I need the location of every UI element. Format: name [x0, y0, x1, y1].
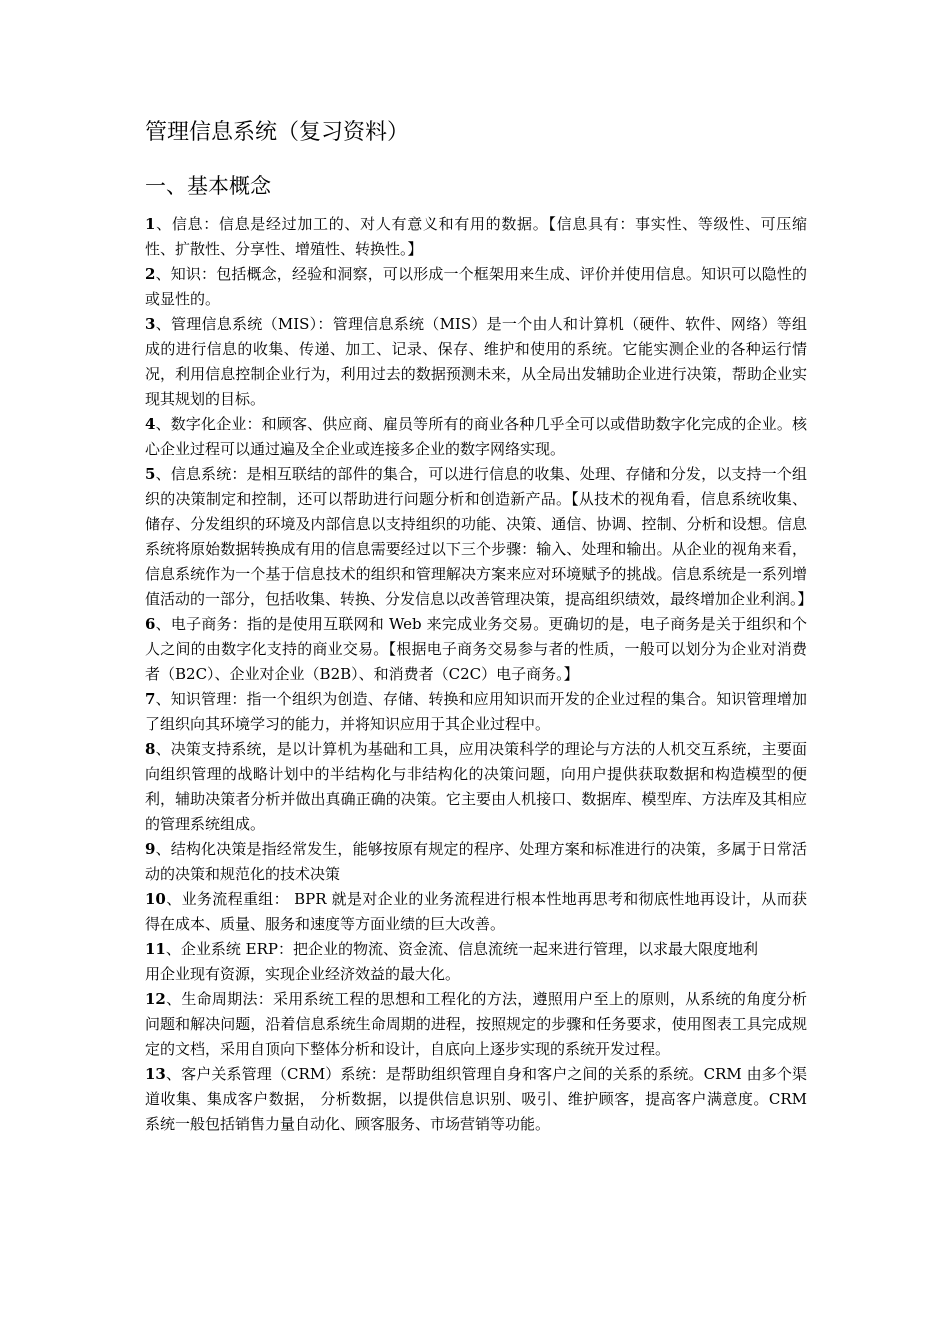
- item-number: 7: [145, 690, 156, 708]
- item-text: 、电子商务：指的是使用互联网和 Web 来完成业务交易。更确切的是，电子商务是关于组织和个人之间的由数字化支持的商业交易。【根据电子商务交易参与者的性质，一般可以划分为企业对消费者（B2C）、企业对企业（B2B）、和消费者（C2C）电子商务。】: [145, 615, 807, 683]
- item-number: 5: [145, 465, 156, 483]
- item-text: 、企业系统 ERP：把企业的物流、资金流、信息流统一起来进行管理，以求最大限度地利: [165, 940, 758, 958]
- item-number: 8: [145, 740, 156, 758]
- item-text: 、业务流程重组： BPR 就是对企业的业务流程进行根本性地再思考和彻底性地再设计，从而获得在成本、质量、服务和速度等方面业绩的巨大改善。: [145, 890, 807, 933]
- item-number: 4: [145, 415, 156, 433]
- item-number: 10: [145, 890, 166, 908]
- item-text: 、结构化决策是指经常发生，能够按原有规定的程序、处理方案和标准进行的决策，多属于日常活动的决策和规范化的技术决策: [145, 840, 807, 883]
- item-number: 2: [145, 265, 156, 283]
- definition-item: [145, 312, 807, 412]
- item-text: 、决策支持系统，是以计算机为基础和工具，应用决策科学的理论与方法的人机交互系统，主要面向组织管理的战略计划中的半结构化与非结构化的决策问题，向用户提供获取数据和构造模型的便利，辅助决策者分析并做出真确正确的决策。它主要由人机接口、数据库、模型库、方法库及其相应的管理系统组成。: [145, 740, 807, 833]
- definition-item: [145, 887, 807, 937]
- item-text: 、信息系统：是相互联结的部件的集合，可以进行信息的收集、处理、存储和分发，以支持一个组织的决策制定和控制，还可以帮助进行问题分析和创造新产品。【从技术的视角看，信息系统收集、储存、分发组织的环境及内部信息以支持组织的功能、决策、通信、协调、控制、分析和设想。信息系统将原始数据转换成有用的信息需要经过以下三个步骤：输入、处理和输出。从企业的视角来看，信息系统作为一个基于信息技术的组织和管理解决方案来应对环境赋予的挑战。信息系统是一系列增值活动的一部分，包括收集、转换、分发信息以改善管理决策，提高组织绩效，最终增加企业利润。】: [145, 465, 813, 608]
- item-number: 6: [145, 615, 156, 633]
- definition-item: [145, 687, 807, 737]
- definition-item: [145, 987, 807, 1062]
- definition-item: [145, 212, 807, 262]
- definition-item: [145, 1062, 807, 1137]
- item-number: 13: [145, 1065, 166, 1083]
- item-text: 、客户关系管理（CRM）系统：是帮助组织管理自身和客户之间的关系的系统。CRM 由多个渠道收集、集成客户数据， 分析数据，以提供信息识别、吸引、维护顾客，提高客户满意度。CRM 系统一般包括销售力量自动化、顾客服务、市场营销等功能。: [145, 1065, 807, 1133]
- definitions-list: [145, 212, 813, 1137]
- item-text: 、知识管理：指一个组织为创造、存储、转换和应用知识而开发的企业过程的集合。知识管理增加了组织向其环境学习的能力，并将知识应用于其企业过程中。: [145, 690, 807, 733]
- definition-item: [145, 262, 807, 312]
- definition-item: [145, 462, 813, 612]
- section-heading: 一、基本概念: [145, 174, 271, 198]
- item-text: 、知识：包括概念，经验和洞察，可以形成一个框架用来生成、评价并使用信息。知识可以隐性的或显性的。: [145, 265, 807, 308]
- definition-item: [145, 412, 807, 462]
- item-number: 11: [145, 940, 166, 958]
- item-text: 、管理信息系统（MIS）：管理信息系统（MIS）是一个由人和计算机（硬件、软件、网络）等组成的进行信息的收集、传递、加工、记录、保存、维护和使用的系统。它能实测企业的各种运行情况，利用信息控制企业行为，利用过去的数据预测未来，从全局出发辅助企业进行决策，帮助企业实现其规划的目标。: [145, 315, 807, 408]
- item-number: 3: [145, 315, 156, 333]
- definition-item: [145, 612, 807, 687]
- item-text: 、生命周期法：采用系统工程的思想和工程化的方法，遵照用户至上的原则，从系统的角度分析问题和解决问题，沿着信息系统生命周期的进程，按照规定的步骤和任务要求，使用图表工具完成规定的文档，采用自顶向下整体分析和设计，自底向上逐步实现的系统开发过程。: [145, 990, 807, 1058]
- document-title: 管理信息系统（复习资料）: [145, 120, 410, 145]
- definition-item: [145, 737, 807, 837]
- item-text: 、信息：信息是经过加工的、对人有意义和有用的数据。【信息具有：事实性、等级性、可压缩性、扩散性、分享性、增殖性、转换性。】: [145, 215, 807, 258]
- item-text: 、数字化企业：和顾客、供应商、雇员等所有的商业各种几乎全可以或借助数字化完成的企业。核心企业过程可以通过遍及全企业或连接多企业的数字网络实现。: [145, 415, 807, 458]
- item-text: 用企业现有资源，实现企业经济效益的最大化。: [145, 965, 461, 983]
- item-number: 12: [145, 990, 166, 1008]
- item-number: 9: [145, 840, 156, 858]
- item-number: 1: [145, 215, 156, 233]
- definition-item: [145, 937, 807, 962]
- definition-item-continuation: [145, 962, 807, 987]
- definition-item: [145, 837, 807, 887]
